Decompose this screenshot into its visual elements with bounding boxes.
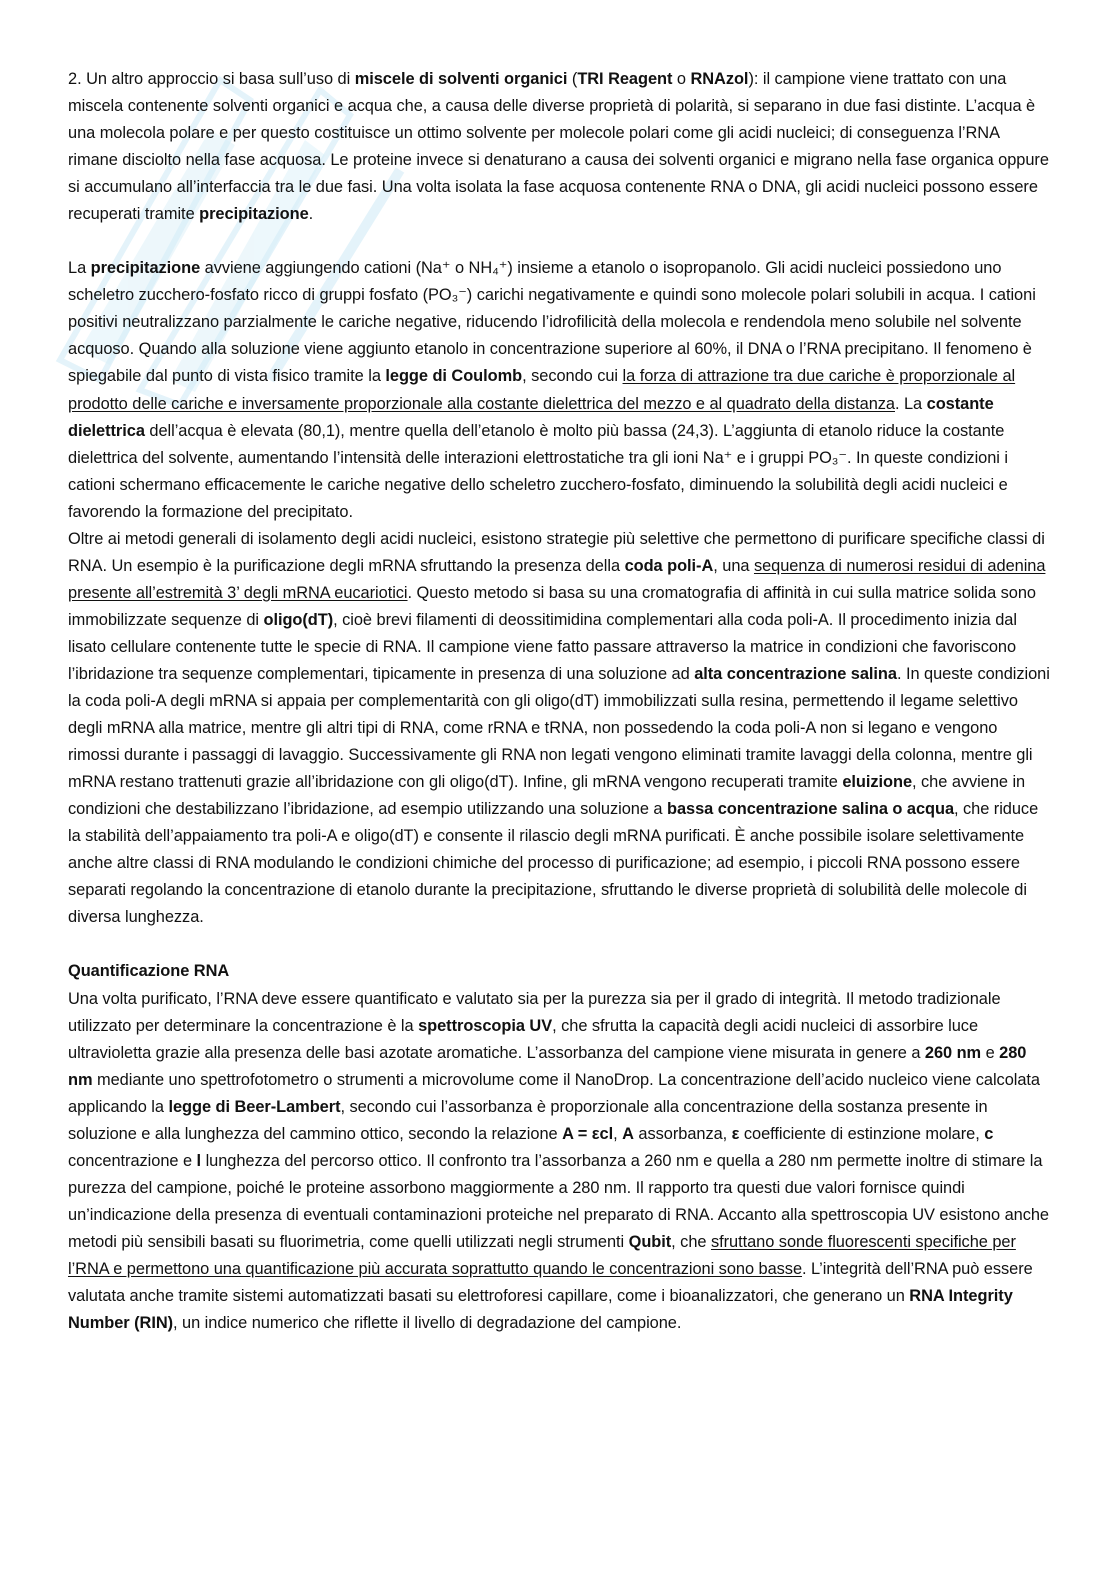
text-run: assorbanza,	[633, 1124, 732, 1143]
text-run: , un indice numerico che riflette il livello di degradazione del campione.	[173, 1314, 682, 1333]
bold-text: c	[984, 1124, 994, 1143]
text-run: .	[308, 205, 314, 224]
bold-text: spettroscopia UV	[418, 1016, 553, 1035]
text-run: ): il campione viene trattato con una miscela contenente solventi organici e acqua che, a causa delle diverse proprietà di polarità, si separano in due fasi distinte. L’acqua è una molecola polare e per questo costituisce un ottimo solvente per molecole polari come gli acidi nucleici; di conseguenza l’RNA rimane disciolto nella fase acquosa. Le proteine invece si denaturano a causa dei solventi organici e migrano nella fase organica oppure si accumulano all’interfaccia tra le due fasi. Una volta isolata la fase acquosa contenente RNA o DNA, gli acidi nucleici possono essere recuperati tramite	[68, 70, 1049, 224]
text-run: Oltre ai metodi generali di isolamento degli acidi nucleici, esistono strategie più selettive che permettono di purificare specifiche classi di RNA. Un esempio è la purificazione degli mRNA sfruttando la presenza della	[68, 529, 1045, 575]
bold-text: A	[622, 1124, 634, 1143]
bold-text: costante dielettrica	[68, 394, 994, 440]
paragraph-gap	[68, 931, 1050, 958]
bold-text: Quantificazione RNA	[68, 962, 230, 981]
text-run: , che avviene in condizioni che destabilizzano l’ibridazione, ad esempio utilizzando una soluzione a	[68, 773, 1026, 819]
text-run: , che	[671, 1232, 711, 1251]
text-run: . In queste condizioni la coda poli-A degli mRNA si appaia per complementarità con gli oligo(dT) immobilizzati sulla resina, permettendo il legame selettivo degli mRNA alla matrice, mentre gli altri tipi di RNA, come rRNA e tRNA, non possedendo la coda poli-A non si legano e vengono rimossi durante i passaggi di lavaggio. Successivamente gli RNA non legati vengono eliminati tramite lavaggi della colonna, mentre gli mRNA restano trattenuti grazie all’ibridazione con gli oligo(dT). Infine, gli mRNA vengono recuperati tramite	[68, 664, 1050, 792]
text-run: Una volta purificato, l’RNA deve essere quantificato e valutato sia per la purezza sia per il grado di integrità. Il metodo tradizionale utilizzato per determinare la concentrazione è la	[68, 989, 1001, 1035]
text-run: . La	[894, 394, 927, 413]
bold-text: miscele di solventi organici	[354, 70, 568, 88]
text-run: concentrazione e	[68, 1151, 197, 1170]
text-run: avviene aggiungendo cationi (Na⁺ o NH₄⁺) insieme a etanolo o isopropanolo. Gli acidi nucleici possiedono uno scheletro zucchero-fosfato ricco di gruppi fosfato (PO₃⁻) carichi negativamente e quindi sono molecole polari solubili in acqua. I cationi positivi neutralizzano parzialmente le cariche negative, riducendo l’idrofilicità della molecola e rendendola meno solubile nel solvente acquoso. Quando alla soluzione viene aggiunto etanolo in concentrazione superiore al 60%, il DNA o l’RNA precipitano. Il fenomeno è spiegabile dal punto di vista fisico tramite la	[68, 259, 1036, 386]
text-run: mediante uno spettrofotometro o strumenti a microvolume come il NanoDrop. La concentrazione dell’acido nucleico viene calcolata applicando la	[68, 1070, 1040, 1116]
bold-text: RNA Integrity Number (RIN)	[68, 1287, 1013, 1333]
bold-text: 260 nm	[924, 1043, 982, 1062]
paragraph-gap	[68, 228, 1050, 255]
paragraph	[68, 255, 1050, 525]
text-run: (	[567, 70, 578, 88]
text-run: o	[672, 70, 691, 88]
text-run: , che sfrutta la capacità degli acidi nucleici di assorbire luce ultravioletta grazie alla presenza delle basi azotate aromatiche. L’assorbanza del campione viene misurata in genere a	[68, 1016, 979, 1062]
bold-text: coda poli-A	[624, 556, 714, 575]
bold-text: oligo(dT)	[263, 610, 334, 629]
text-run: e	[981, 1043, 1000, 1062]
bold-text: bassa concentrazione salina o acqua	[667, 800, 955, 819]
bold-text: A = εcl	[562, 1124, 614, 1143]
bold-text: legge di Beer-Lambert	[168, 1097, 341, 1116]
text-run: ,	[613, 1124, 623, 1143]
text-run: 2. Un altro approccio si basa sull’uso di	[68, 70, 355, 88]
document-page	[68, 66, 1050, 1337]
text-run: , cioè brevi filamenti di deossitimidina complementari alla coda poli-A. Il procedimento inizia dal lisato cellulare contenente tutte le specie di RNA. Il campione viene fatto passare attraverso la matrice in condizioni che favoriscono l’ibridazione tra sequenze complementari, tipicamente in presenza di una soluzione ad	[68, 610, 1017, 683]
bold-text: legge di Coulomb	[385, 367, 523, 386]
text-run: dell’acqua è elevata (80,1), mentre quella dell’etanolo è molto più bassa (24,3). L’aggiunta di etanolo riduce la costante dielettrica del solvente, aumentando l’intensità delle interazioni elettrostatiche tra gli ioni Na⁺ e i gruppi PO₃⁻. In queste condizioni i cationi schermano efficacemente le cariche negative dello scheletro zucchero-fosfato, diminuendo la solubilità degli acidi nucleici e favorendo la formazione del precipitato.	[68, 421, 1008, 521]
paragraph	[68, 66, 1050, 228]
underlined-text: la forza di attrazione tra due cariche è proporzionale al prodotto delle cariche e inversamente proporzionale alla costante dielettrica del mezzo e al quadrato della distanza	[68, 367, 1016, 413]
underlined-text: sfruttano sonde fluorescenti specifiche per l’RNA e permettono una quantificazione più accurata soprattutto quando le concentrazioni sono basse	[68, 1232, 1016, 1278]
text-run: , che riduce la stabilità dell’appaiamento tra poli-A e oligo(dT) e consente il rilascio degli mRNA purificati. È anche possibile isolare selettivamente anche altre classi di RNA modulando le condizioni chimiche del processo di purificazione; ad esempio, i piccoli RNA possono essere separati regolando la concentrazione di etanolo durante la precipitazione, sfruttando le diverse proprietà di solubilità delle molecole di diversa lunghezza.	[68, 800, 1039, 927]
bold-text: TRI Reagent	[577, 70, 673, 88]
text-run: , secondo cui	[522, 367, 623, 386]
text-run: , una	[713, 556, 754, 575]
bold-text: precipitazione	[199, 205, 309, 224]
text-run: coefficiente di estinzione molare,	[739, 1124, 985, 1143]
paragraph	[68, 526, 1050, 932]
bold-text: 280 nm	[68, 1043, 1027, 1089]
bold-text: alta concentrazione salina	[694, 664, 897, 683]
bold-text: eluizione	[842, 773, 913, 792]
text-run: , secondo cui l’assorbanza è proporzionale alla concentrazione della sostanza presente in soluzione e alla lunghezza del cammino ottico, secondo la relazione	[68, 1097, 988, 1143]
bold-text: RNAzol	[690, 70, 749, 88]
paragraph	[68, 986, 1050, 1338]
underlined-text: sequenza di numerosi residui di adenina presente all’estremità 3’ degli mRNA eucariotici	[68, 556, 1046, 602]
bold-text: l	[196, 1151, 202, 1170]
section-heading	[68, 958, 1050, 985]
text-run: . L’integrità dell’RNA può essere valutata anche tramite sistemi automatizzati basati su elettroforesi capillare, come i bioanalizzatori, che generano un	[68, 1259, 1033, 1306]
text-run: La	[68, 259, 91, 278]
bold-text: precipitazione	[90, 259, 201, 278]
bold-text: ε	[731, 1124, 740, 1143]
bold-text: Qubit	[628, 1232, 672, 1251]
text-run: . Questo metodo si basa su una cromatografia di affinità in cui sulla matrice solida sono immobilizzate sequenze di	[68, 583, 1036, 629]
text-run: lunghezza del percorso ottico. Il confronto tra l’assorbanza a 260 nm e quella a 280 nm permette inoltre di stimare la purezza del campione, poiché le proteine assorbono maggiormente a 280 nm. Il rapporto tra questi due valori fornisce quindi un’indicazione della presenza di eventuali contaminazioni proteiche nel preparato di RNA. Accanto alla spettroscopia UV esistono anche metodi più sensibili basati su fluorimetria, come quelli utilizzati negli strumenti	[68, 1151, 1049, 1251]
